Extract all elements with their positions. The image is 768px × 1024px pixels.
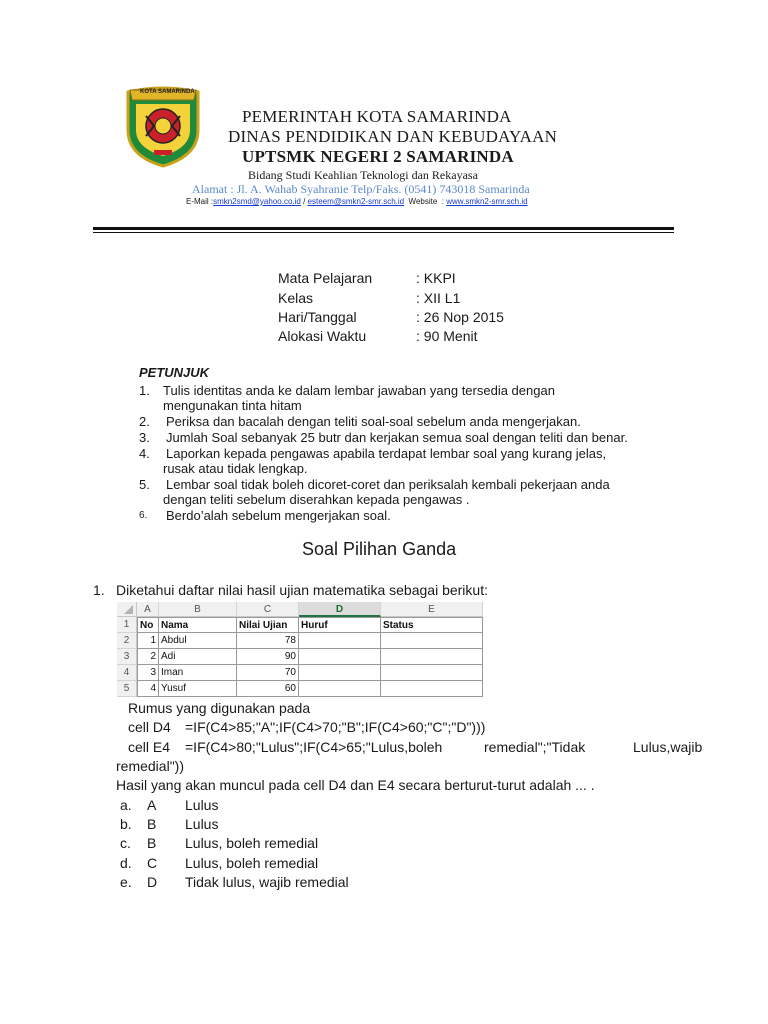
header-contacts	[186, 197, 528, 206]
table-cell-status	[381, 633, 483, 649]
option-key: B	[147, 816, 157, 832]
column-header-c: C	[237, 602, 299, 617]
instruction-number: 3.	[139, 430, 150, 445]
table-cell-status	[381, 681, 483, 697]
table-cell-nilai: 60	[237, 681, 299, 697]
option-c: Lulus, boleh remedial	[185, 835, 319, 851]
instructions-title: PETUNJUK	[139, 365, 210, 380]
header-rule-thin	[93, 232, 674, 233]
table-cell-nilai: 70	[237, 665, 299, 681]
table-cell-nama: Iman	[159, 665, 237, 681]
identity-value-duration: : 90 Menit	[416, 328, 478, 344]
formula-e4-part3: Lulus,wajib	[633, 739, 703, 755]
formula-intro: Rumus yang digunakan pada	[128, 700, 311, 716]
table-cell-huruf	[299, 681, 381, 697]
column-header-a: A	[137, 602, 159, 617]
table-cell-huruf	[299, 633, 381, 649]
formula-e4-cont: remedial"))	[116, 758, 184, 774]
header-department: DINAS PENDIDIKAN DAN KEBUDAYAAN	[228, 127, 558, 146]
instruction-6: Berdo’alah sebelum mengerjakan soal.	[166, 508, 391, 523]
header-government: PEMERINTAH KOTA SAMARINDA	[242, 107, 512, 126]
option-letter: e.	[120, 874, 132, 890]
formula-e4-part1: =IF(C4>80;"Lulus";IF(C4>65;"Lulus,boleh	[185, 739, 443, 755]
option-d: Lulus, boleh remedial	[185, 855, 319, 871]
table-cell-huruf	[299, 649, 381, 665]
instruction-1: Tulis identitas anda ke dalam lembar jawaban yang tersedia dengan mengunakan tinta hitam	[163, 383, 555, 413]
table-cell-status	[381, 649, 483, 665]
option-key: A	[147, 797, 157, 813]
column-header-d-selected: D	[299, 602, 381, 617]
table-header-status: Status	[381, 617, 483, 633]
header-field-of-study: Bidang Studi Keahlian Teknologi dan Rekayasa	[248, 168, 478, 182]
table-cell-no: 2	[137, 649, 159, 665]
option-letter: a.	[120, 797, 132, 813]
header-address: Alamat : Jl. A. Wahab Syahranie Telp/Faks. (0541) 743018 Samarinda	[192, 182, 530, 196]
table-cell-huruf	[299, 665, 381, 681]
row-header-1: 1	[117, 617, 137, 633]
instruction-number: 4.	[139, 446, 150, 461]
table-cell-no: 4	[137, 681, 159, 697]
option-letter: d.	[120, 855, 132, 871]
instruction-number: 5.	[139, 477, 150, 492]
column-header-b: B	[159, 602, 237, 617]
formula-e4-label: cell E4	[128, 739, 171, 755]
website-label: Website :	[404, 197, 447, 206]
email-link-school[interactable]: esteem@smkn2-smr.sch.id	[307, 197, 405, 206]
formula-e4-part2: remedial";"Tidak	[484, 739, 586, 755]
option-letter: b.	[120, 816, 132, 832]
instruction-number: 6.	[139, 510, 148, 521]
option-e: Tidak lulus, wajib remedial	[185, 874, 349, 890]
website-link[interactable]: www.smkn2-smr.sch.id	[446, 197, 528, 206]
header-rule-thick	[93, 227, 674, 230]
email-separator: /	[300, 197, 308, 206]
email-link-yahoo[interactable]: smkn2smd@yahoo.co.id	[213, 197, 301, 206]
question-text: Diketahui daftar nilai hasil ujian matematika sebagai berikut:	[116, 582, 488, 598]
formula-d4-label: cell D4	[128, 719, 171, 735]
section-title: Soal Pilihan Ganda	[302, 539, 457, 559]
formula-d4: =IF(C4>85;"A";IF(C4>70;"B";IF(C4>60;"C";"D")))	[185, 719, 486, 735]
table-header-nilai: Nilai Ujian	[237, 617, 299, 633]
column-header-e: E	[381, 602, 483, 617]
row-header-5: 5	[117, 681, 137, 697]
identity-value-class: : XII L1	[416, 290, 461, 306]
table-cell-status	[381, 665, 483, 681]
city-emblem-logo	[124, 86, 202, 168]
instruction-5: Lembar soal tidak boleh dicoret-coret dan periksalah kembali pekerjaan anda dengan teliti sebelum diserahkan kepada pengawas .	[163, 477, 610, 507]
instruction-number: 2.	[139, 414, 150, 429]
row-header-3: 3	[117, 649, 137, 665]
question-ask: Hasil yang akan muncul pada cell D4 dan E4 secara berturut-turut adalah ... .	[116, 777, 595, 793]
identity-label-class: Kelas	[278, 290, 314, 306]
header-school-name: UPTSMK NEGERI 2 SAMARINDA	[242, 147, 514, 166]
spreadsheet-image	[117, 602, 483, 698]
sheet-corner	[117, 602, 137, 617]
table-cell-nama: Abdul	[159, 633, 237, 649]
option-letter: c.	[120, 835, 131, 851]
option-key: D	[147, 874, 158, 890]
instruction-3: Jumlah Soal sebanyak 25 butr dan kerjakan semua soal dengan teliti dan benar.	[166, 430, 628, 445]
option-a: Lulus	[185, 797, 219, 813]
row-header-2: 2	[117, 633, 137, 649]
row-header-4: 4	[117, 665, 137, 681]
table-header-nama: Nama	[159, 617, 237, 633]
question-number: 1.	[93, 582, 105, 598]
logo-lettering: KOTA SAMARINDA	[140, 89, 195, 95]
option-key: B	[147, 835, 157, 851]
table-cell-no: 3	[137, 665, 159, 681]
table-cell-nama: Yusuf	[159, 681, 237, 697]
identity-label-date: Hari/Tanggal	[278, 309, 357, 325]
select-all-triangle-icon	[117, 602, 137, 617]
identity-value-date: : 26 Nop 2015	[416, 309, 504, 325]
table-header-huruf: Huruf	[299, 617, 381, 633]
table-cell-nama: Adi	[159, 649, 237, 665]
identity-label-duration: Alokasi Waktu	[278, 328, 367, 344]
option-key: C	[147, 855, 158, 871]
email-label: E-Mail :	[186, 197, 214, 206]
option-b: Lulus	[185, 816, 219, 832]
table-cell-nilai: 90	[237, 649, 299, 665]
instruction-2: Periksa dan bacalah dengan teliti soal-soal sebelum anda mengerjakan.	[166, 414, 581, 429]
identity-label-subject: Mata Pelajaran	[278, 270, 373, 286]
instruction-4: Laporkan kepada pengawas apabila terdapat lembar soal yang kurang jelas, rusak atau tidak lengkap.	[163, 446, 607, 476]
table-cell-no: 1	[137, 633, 159, 649]
instruction-number: 1.	[139, 383, 150, 398]
table-cell-nilai: 78	[237, 633, 299, 649]
identity-value-subject: : KKPI	[416, 270, 456, 286]
table-header-no: No	[137, 617, 159, 633]
